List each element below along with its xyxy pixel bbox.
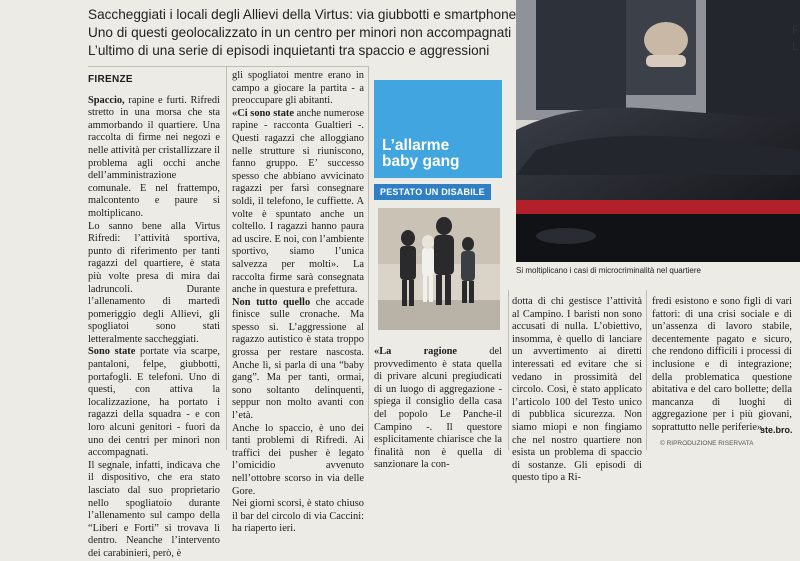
sidebar-title-line: baby gang [382,153,460,170]
article-column-5: fredi esistono e sono figli di vari fattori: di una crisi sociale e di un’assenza di lavoro stabile, decentemente pagato e sicuro, che rendono difficili i processi di inclusione e di integrazione; della problematica questione abitativa e del caro bollette; della mancanza di luoghi di aggregazione per i più giovani, soprattutto nelle periferie». [652,296,792,433]
lead-in: «La ragione [374,346,458,357]
paragraph-text: rapine e furti. Rifredi stretto in una morsa che sta ammorbando il quartiere. Una raccolta di firme nei negozi e nelle attività per cristallizzare il problema agli occhi anche dell’amministrazione comunale. E nel frattempo, malcontento e paure si moltiplicano. [88,94,220,219]
photo-caption: Si moltiplicano i casi di microcriminalità nel quartiere [516,266,701,275]
group-of-youths-illustration [378,208,500,330]
paragraph: Nei giorni scorsi, è stato chiuso il bar del circolo di via Caccini: ha riaperto ieri. [232,498,364,535]
paragraph: Lo sanno bene alla Virtus Rifredi: l’attività sportiva, punto di riferimento per tanti ragazzi del quartiere, è stata più volte presa di mira dai ladruncoli. Durante l’allenamento di martedì pomeriggio degli Allievi, gli spogliatoi sono stati letteralmente saccheggiati. [88,220,220,345]
paragraph [232,108,364,297]
paragraph-text: che accade finisce sulle cronache. Ma spesso sì. L’aggressione al ragazzo autistico è stata troppo grossa per restare nascosta. Anche lì, si parla di una “baby gang”. Ma per tanti, ormai, sono soltanto delinquenti, seppur non molto avanti con l’età. [232,296,365,422]
column-divider [368,66,369,450]
article-column-2 [232,70,364,536]
news-photo [516,0,800,262]
lead-in: Spaccio, [88,94,125,106]
sidebar-title [382,138,460,170]
paragraph-text: portate via scarpe, pantaloni, felpe, giubbotti, portafogli. E telefoni. Uno di questi, con attiva la localizzazione, ha portato i ragazzi della squadra - e con loro alcuni genitori - fuori da uno dei centri per minori non accompagnati. [88,346,220,459]
sidebar-title-box [374,80,502,178]
paragraph: gli spogliatoi mentre erano in campo a giocare la partita - a preoccupare gli abitanti. [232,70,364,107]
article-column-1 [88,74,220,561]
paragraph: Anche lo spaccio, è uno dei tanti problemi di Rifredi. Ai traffici dei pusher è legato l’omicidio avvenuto nell’ottobre scorso in via delle Gore. [232,422,364,497]
lead-in: Non tutto quello [232,296,311,308]
carabinieri-car-photo [516,0,800,262]
column-divider [646,290,647,450]
column-divider [226,66,227,450]
paragraph-text: del provvedimento è stata quella di privare alcuni pregiudicati di un luogo di aggregazione - spiega il consiglio della casa del popolo Le Panche-il Campino -. Il questore esplicitamente chiarisce che la finalità non è quella di sanzionare la con- [374,346,502,471]
horizontal-rule [88,66,368,67]
copyright-notice: © RIPRODUZIONE RISERVATA [660,440,754,447]
paragraph [88,95,220,221]
paragraph-text: anche numerose rapine - racconta Gualtieri -. Questi ragazzi che alloggiano nelle strutture si riuniscono, fanno gruppo. E’ successo spesso che abbiano avvicinato ragazzi per farsi consegnare soldi, il telefono, le cuffiette. A volte è spuntato anche un coltello. I ragazzi hanno paura ad uscire. E noi, con l’ambiente sportivo, siamo l’unica salvezza per molti». La raccolta firme sarà consegnata anche in questura e prefettura. [232,107,364,296]
sidebar-box [374,80,502,200]
headline-line-2: Uno di questi geolocalizzato in un centro per minori non accompagnati [88,25,512,40]
article-column-4: dotta di chi gestisce l’attività al Campino. I baristi non sono accusati di nulla. L’obiettivo, insomma, è quello di lanciare un avvertimento ai diretti interessati ed evitare che si vedano in prossimità del circolo. Così, è stato applicato l’articolo 100 del Testo unico di pubblica sicurezza. Non siamo miopi e non fingiamo che nel nostro quartiere non esista un problema di spaccio di sostanze. Gli episodi di questo tipo a Ri- [512,296,642,484]
paragraph [232,297,364,423]
paragraph: Il segnale, infatti, indicava che il dispositivo, che era stato lasciato dal suo proprietario nello spogliatoio durante l’allenamento sul campo della “Liberi e Forti” si trovava lì dentro. Neanche l’intervento dei carabinieri, però, è [88,459,220,559]
headline-line-3: L’ultimo di una serie di episodi inquietanti tra spaccio e aggressioni [88,43,490,58]
edge-letter: F [792,23,800,37]
sidebar-tag: PESTATO UN DISABILE [374,184,491,200]
adjacent-article-edge [792,22,799,54]
column-divider [508,290,509,450]
illustration-circle [378,208,500,330]
dateline: FIRENZE [88,74,133,85]
headline-block [88,6,517,60]
edge-letter: L [792,39,799,53]
sidebar-title-line: L’allarme [382,137,450,154]
byline: ste.bro. [760,425,793,435]
paragraph [88,346,220,459]
lead-in: Sono state [88,346,136,358]
lead-in: «Ci sono state [232,107,294,119]
sidebar-text [374,346,502,472]
headline-line-1: Saccheggiati i locali degli Allievi della Virtus: via giubbotti e smartphone [88,7,517,22]
